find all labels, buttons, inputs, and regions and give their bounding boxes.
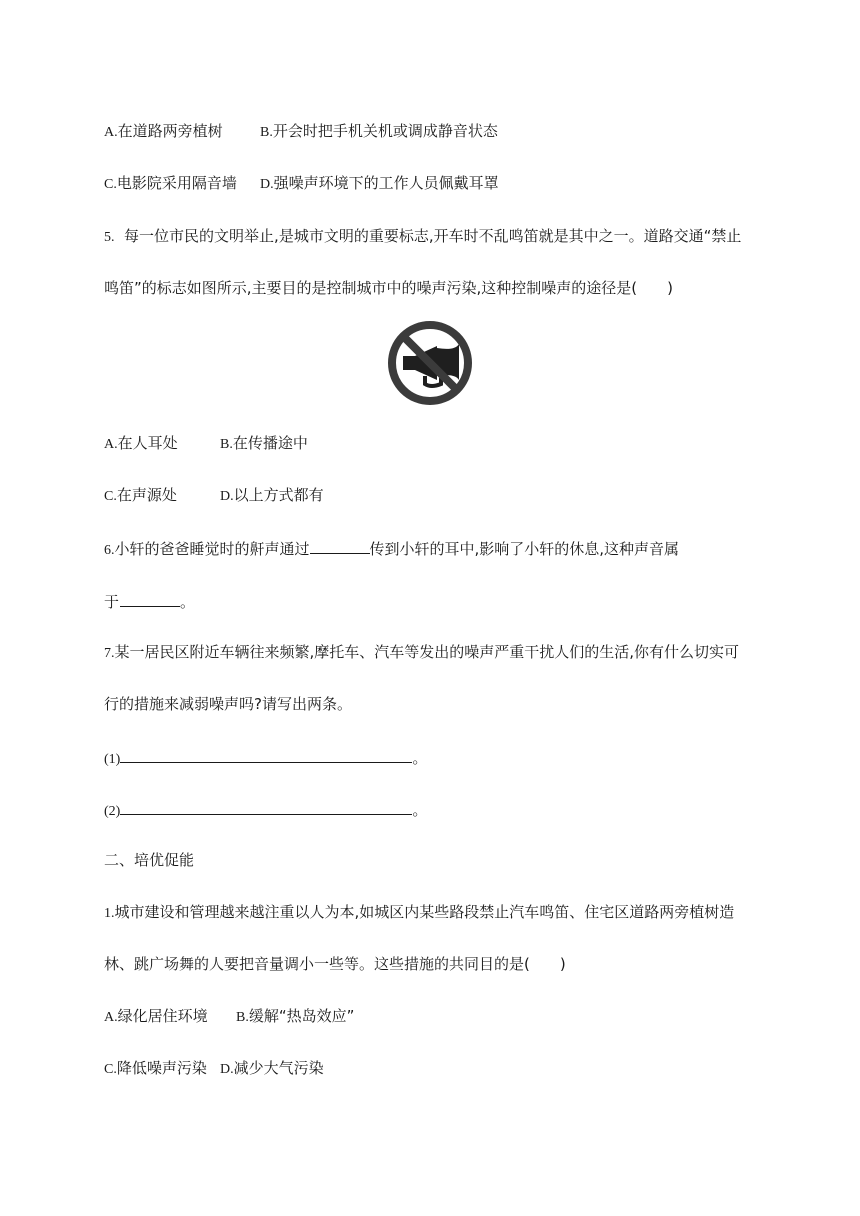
q5-option-b: B.在传播途中 (220, 434, 308, 452)
s2q1-options-row-2 (104, 1058, 324, 1080)
q4-option-a: A.在道路两旁植树 (104, 122, 223, 140)
q5-option-a: A.在人耳处 (104, 434, 178, 452)
s2q1-option-a: A.绿化居住环境 (104, 1007, 208, 1025)
s2q1-options-row-1 (104, 1006, 354, 1028)
q7-stem-line-2: 行的措施来减弱噪声吗?请写出两条。 (104, 695, 352, 713)
q5-options-row-2 (104, 485, 324, 507)
q5-option-d: D.以上方式都有 (220, 486, 324, 504)
s2q1-option-b: B.缓解“热岛效应” (236, 1007, 355, 1025)
s2q1-number: 1. (104, 906, 115, 921)
s2q1-option-d: D.减少大气污染 (220, 1059, 324, 1077)
q5-stem-line-1: 5. 每一位市民的文明举止,是城市文明的重要标志,开车时不乱鸣笛就是其中之一。道路交通“禁止 (104, 227, 742, 245)
s2q1-stem-line-2: 林、跳广场舞的人要把音量调小一些等。这些措施的共同目的是( ) (104, 955, 566, 973)
q4-options-row-2 (104, 173, 499, 195)
q4-option-b: B.开会时把手机关机或调成静音状态 (260, 122, 498, 140)
q5-options-row-1 (104, 433, 308, 455)
q5-stem-line-2: 鸣笛”的标志如图所示,主要目的是控制城市中的噪声污染,这种控制噪声的途径是( ) (104, 279, 674, 297)
q5-option-c: C.在声源处 (104, 486, 177, 504)
no-honking-sign-icon (385, 318, 475, 408)
q4-option-c: C.电影院采用隔音墙 (104, 174, 237, 192)
q7-answer-line-1: (1) 。 (104, 746, 427, 770)
q6-blank-2[interactable] (120, 590, 180, 607)
q7-answer-line-2: (2) 。 (104, 798, 427, 822)
q4-option-d: D.强噪声环境下的工作人员佩戴耳罩 (260, 174, 499, 192)
q6-number: 6. (104, 543, 115, 558)
section-2-title: 二、培优促能 (104, 851, 195, 869)
s2q1-option-c: C.降低噪声污染 (104, 1059, 207, 1077)
s2q1-stem-line-1: 1.城市建设和管理越来越注重以人为本,如城区内某些路段禁止汽车鸣笛、住宅区道路两旁植树造 (104, 903, 735, 921)
q4-options-row-1 (104, 121, 498, 143)
q6-blank-1[interactable] (310, 537, 370, 554)
q5-number: 5. (104, 230, 115, 245)
q7-answer-blank-2[interactable] (120, 798, 412, 815)
q6-stem-line-2: 于 。 (104, 590, 195, 612)
q7-stem-line-1: 7.某一居民区附近车辆往来频繁,摩托车、汽车等发出的噪声严重干扰人们的生活,你有什么切实可 (104, 643, 740, 661)
q7-answer-blank-1[interactable] (120, 746, 412, 763)
q6-stem-line-1: 6.小轩的爸爸睡觉时的鼾声通过 传到小轩的耳中,影响了小轩的休息,这种声音属 (104, 537, 679, 561)
q7-number: 7. (104, 646, 115, 661)
